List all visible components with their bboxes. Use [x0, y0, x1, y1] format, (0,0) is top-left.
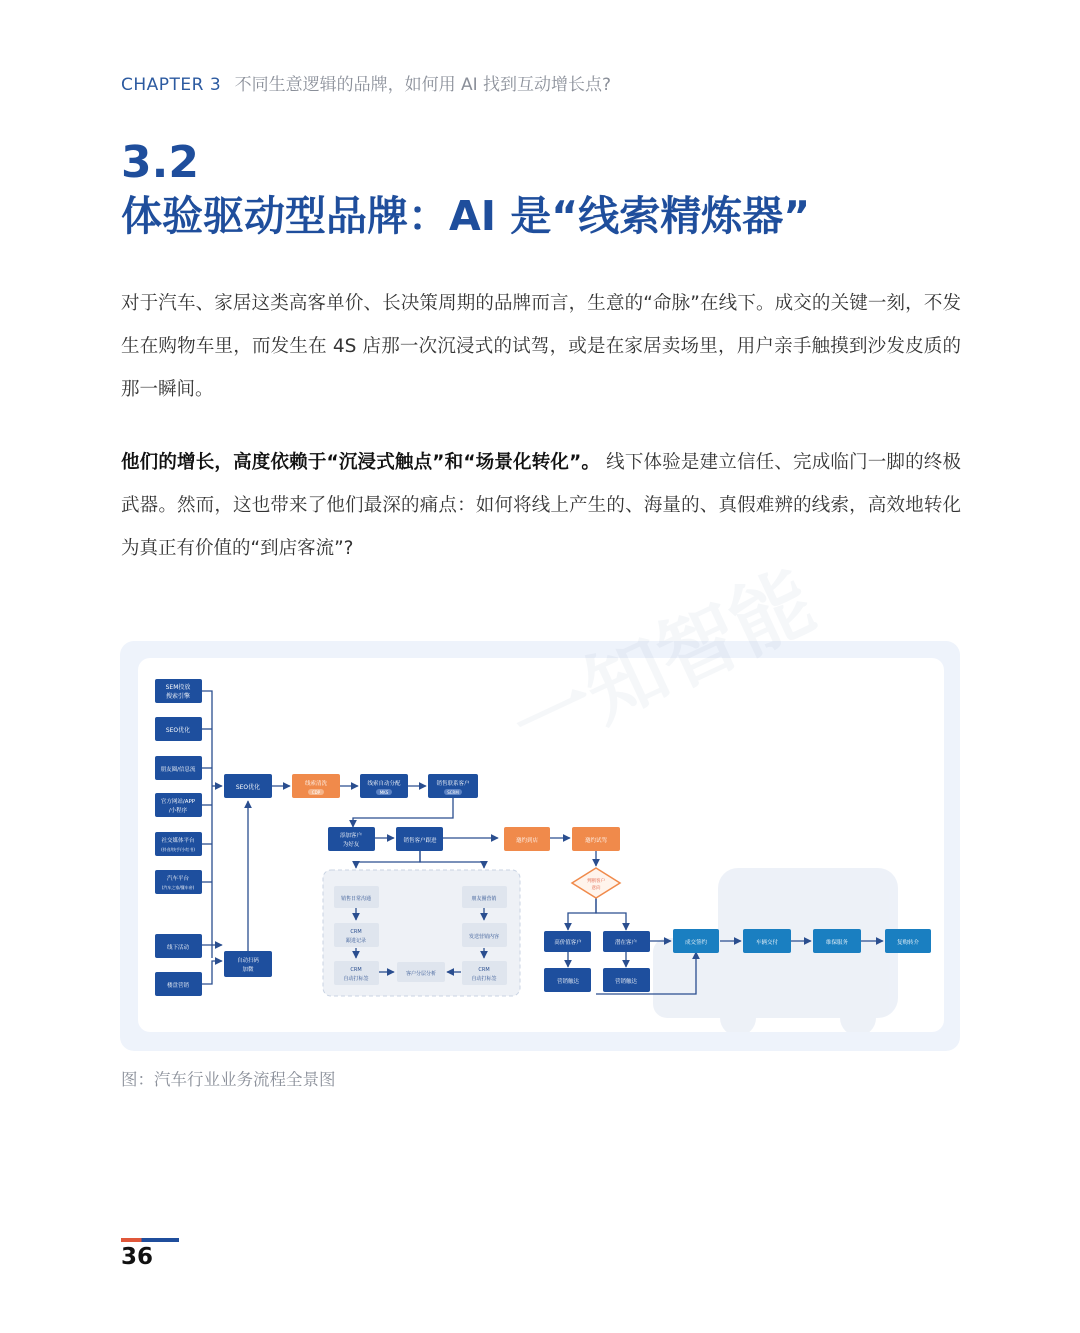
- node-sales-contact: [428, 774, 478, 798]
- node-repurchase: [885, 929, 931, 953]
- page-number-bar: [121, 1238, 179, 1242]
- source-website-label: 官方网站/APP: [160, 799, 196, 805]
- node-invite-drive: [572, 827, 620, 851]
- potential-label: 潜在客户: [614, 940, 638, 946]
- hub-node: [224, 774, 272, 798]
- paragraph-2-body: 线下体验是建立信任、完成临门一脚的终极武器。然而，这也带来了他们最深的痛点：如何将线上产生的、海量的、真假难辨的线索，高效地转化为真正有价值的“到店客流”?: [121, 452, 961, 559]
- node-customer-analysis: [397, 962, 445, 982]
- source-node-seo: [155, 717, 202, 741]
- figure-caption: 图：汽车行业业务流程全景图: [121, 1070, 336, 1089]
- offline-property-label: 楼盘营销: [166, 983, 190, 989]
- lead-clean-label: 线索清洗: [304, 781, 328, 787]
- node-delivery: [743, 929, 791, 953]
- hub-label: SEO优化: [235, 784, 261, 791]
- source-sem-sublabel: 搜索引擎: [165, 693, 191, 700]
- add-friend-label: 添加客户: [339, 833, 363, 839]
- source-sem-label: SEM投放: [165, 684, 191, 691]
- moments-marketing-label: 朋友圈营销: [471, 896, 497, 902]
- invite-store-label: 邀约到店: [515, 838, 539, 844]
- source-node-social: [155, 832, 202, 856]
- node-invite-store: [504, 827, 550, 851]
- node-crm-auto-tag: [462, 961, 507, 985]
- crm-auto-tag-sublabel: 自动打标签: [471, 976, 497, 982]
- crm-record-label: CRM: [350, 929, 362, 935]
- crm-auto-tag-label: CRM: [478, 967, 490, 973]
- high-value-label: 高价值客户: [554, 940, 582, 946]
- crm-record-sublabel: 跟进记录: [345, 938, 367, 944]
- node-moments-marketing: [462, 886, 507, 908]
- page-number: 36: [121, 1244, 154, 1270]
- auto-scan-node: [224, 951, 272, 977]
- source-seo-label: SEO优化: [165, 727, 191, 734]
- paragraph-2: [121, 441, 961, 570]
- lead-clean-badge: CDP: [311, 790, 321, 795]
- crm-tag-sublabel: 自动打标签: [343, 976, 369, 982]
- section-title: 体验驱动型品牌：AI 是“线索精炼器”: [121, 192, 811, 240]
- source-nodes: [155, 679, 202, 996]
- source-node-moments: [155, 756, 202, 780]
- paragraph-2-emphasis: 他们的增长，高度依赖于“沉浸式触点”和“场景化转化”。: [121, 452, 601, 473]
- running-header: [121, 70, 611, 95]
- branch-nodes: [544, 931, 650, 992]
- sales-contact-badge: SCRM: [447, 790, 459, 795]
- add-friend-sublabel: 为好友: [342, 842, 360, 848]
- delivery-label: 车辆交付: [755, 940, 779, 946]
- crm-tag-label: CRM: [350, 967, 362, 973]
- node-nurture-1: [544, 968, 591, 992]
- source-social-label: 社交媒体平台: [161, 838, 195, 844]
- node-maintenance: [813, 929, 861, 953]
- node-send-content: [462, 923, 507, 947]
- source-auto-sublabel: (汽车之家/懂车帝): [161, 885, 195, 890]
- sales-contact-label: 销售联系客户: [436, 781, 470, 787]
- source-node-property: [155, 972, 202, 996]
- send-content-label: 发送营销内容: [468, 934, 500, 940]
- decision-sublabel: 意向: [591, 886, 601, 891]
- node-sales-followup: [396, 827, 443, 851]
- auto-scan-sublabel: 加微: [242, 967, 254, 973]
- sales-followup-label: 销售客户跟进: [403, 838, 437, 844]
- nurture-1-label: 营销触达: [556, 979, 580, 985]
- lead-assign-badge: MKS: [379, 790, 389, 795]
- paragraph-1: 对于汽车、家居这类高客单价、长决策周期的品牌而言，生意的“命脉”在线下。成交的关键一刻，不发生在购物车里，而发生在 4S 店那一次沉浸式的试驾，或是在家居卖场里，用户亲手触摸到沙发皮质的那一瞬间。: [121, 293, 961, 400]
- node-lead-clean: [292, 774, 340, 798]
- node-high-value: [544, 931, 591, 952]
- daily-comm-label: 销售日常沟通: [340, 896, 372, 902]
- watermark: 一知智能: [498, 554, 828, 774]
- maintenance-label: 维保服务: [825, 940, 849, 946]
- source-node-website: [155, 793, 202, 817]
- source-social-sublabel: (抖音/快手/小红书): [161, 847, 195, 852]
- node-crm-record: [334, 923, 379, 947]
- node-daily-comm: [334, 886, 379, 908]
- nurture-2-label: 营销触达: [614, 979, 638, 985]
- node-add-friend: [328, 827, 375, 851]
- section-number: 3.2: [121, 137, 199, 188]
- repurchase-label: 复购转介: [896, 940, 920, 946]
- decision-label: 判断客户: [587, 879, 605, 884]
- node-lead-assign: [360, 774, 408, 798]
- source-node-offline: [155, 934, 202, 958]
- node-crm-tag: [334, 961, 379, 985]
- decision-node: [572, 868, 620, 898]
- source-website-sublabel: /小程序: [168, 808, 188, 814]
- offline-event-label: 线下活动: [166, 945, 190, 951]
- flowchart: [138, 658, 944, 1032]
- source-moments-label: 朋友圈/信息流: [160, 767, 196, 773]
- chapter-label: CHAPTER 3: [121, 75, 222, 95]
- source-node-auto-platform: [155, 870, 202, 894]
- chapter-subtitle: 不同生意逻辑的品牌，如何用 AI 找到互动增长点?: [234, 75, 612, 95]
- node-potential: [603, 931, 650, 952]
- customer-analysis-label: 客户分层分析: [405, 971, 437, 977]
- auto-scan-label: 自动扫码: [236, 958, 260, 964]
- source-node-sem: [155, 679, 202, 703]
- node-deal: [673, 929, 719, 953]
- source-auto-label: 汽车平台: [166, 876, 190, 882]
- node-nurture-2: [603, 968, 650, 992]
- deal-label: 成交签约: [684, 940, 708, 946]
- lead-assign-label: 线索自动分配: [367, 781, 401, 787]
- invite-drive-label: 邀约试驾: [584, 838, 608, 844]
